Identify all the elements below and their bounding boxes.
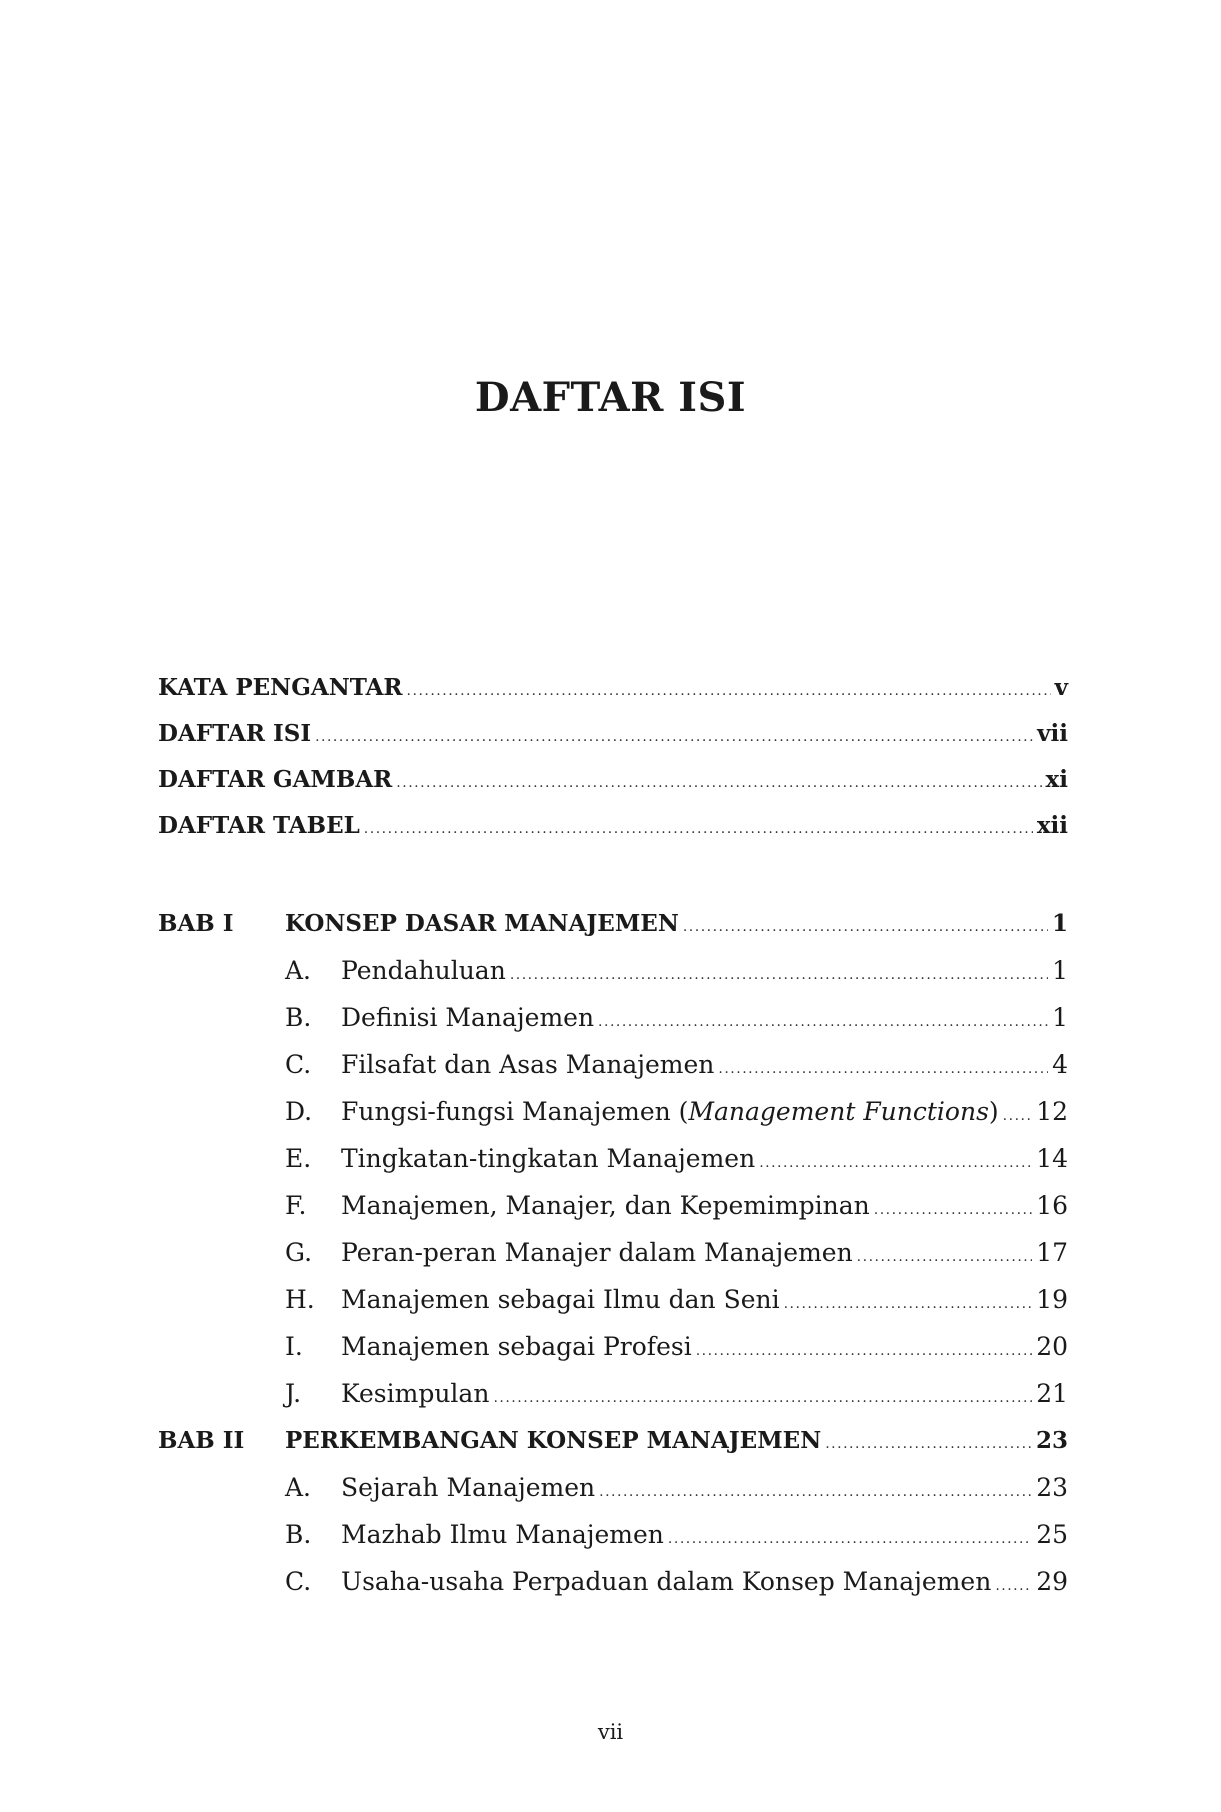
toc-entry-daftar-tabel[interactable] bbox=[158, 806, 1068, 846]
section-title: Mazhab Ilmu Manajemen bbox=[341, 1520, 664, 1549]
toc-chapter-bab-ii[interactable] bbox=[158, 1421, 1068, 1461]
dot-leader bbox=[364, 809, 1033, 849]
toc-section[interactable] bbox=[158, 1045, 1068, 1085]
section-page: 1 bbox=[1052, 1003, 1068, 1032]
section-title: Manajemen sebagai Ilmu dan Seni bbox=[341, 1285, 780, 1314]
chapter-label: BAB II bbox=[158, 1427, 245, 1454]
dot-leader bbox=[874, 1190, 1032, 1230]
dot-leader bbox=[493, 1378, 1032, 1418]
toc-entry-kata-pengantar[interactable] bbox=[158, 668, 1068, 708]
section-letter: D. bbox=[285, 1097, 313, 1126]
toc-entry-daftar-gambar[interactable] bbox=[158, 760, 1068, 800]
section-letter: E. bbox=[285, 1144, 312, 1173]
toc-entry-title: DAFTAR ISI bbox=[158, 720, 312, 747]
section-title: Kesimpulan bbox=[341, 1379, 490, 1408]
section-page: 1 bbox=[1052, 956, 1068, 985]
section-title: Definisi Manajemen bbox=[341, 1003, 595, 1032]
section-title: Usaha-usaha Perpaduan dalam Konsep Manajemen bbox=[341, 1567, 992, 1596]
section-letter: C. bbox=[285, 1567, 312, 1596]
section-title: Peran-peran Manajer dalam Manajemen bbox=[341, 1238, 853, 1267]
dot-leader bbox=[683, 907, 1048, 947]
toc-section[interactable] bbox=[158, 951, 1068, 991]
section-page: 16 bbox=[1036, 1191, 1068, 1220]
section-title: Sejarah Manajemen bbox=[341, 1473, 596, 1502]
dot-leader bbox=[857, 1237, 1033, 1277]
section-letter: F. bbox=[285, 1191, 307, 1220]
section-letter: H. bbox=[285, 1285, 315, 1314]
dot-leader bbox=[599, 1472, 1032, 1512]
section-title: Manajemen, Manajer, dan Kepemimpinan bbox=[341, 1191, 870, 1220]
dot-leader bbox=[995, 1566, 1032, 1606]
toc-section[interactable] bbox=[158, 998, 1068, 1038]
toc-section[interactable] bbox=[158, 1562, 1068, 1602]
chapter-page: 23 bbox=[1035, 1427, 1068, 1454]
section-letter: A. bbox=[285, 956, 312, 985]
section-letter: C. bbox=[285, 1050, 312, 1079]
toc-section[interactable] bbox=[158, 1233, 1068, 1273]
section-page: 17 bbox=[1036, 1238, 1068, 1267]
section-letter: J. bbox=[285, 1379, 302, 1408]
section-title-prefix: Fungsi-fungsi Manajemen ( bbox=[341, 1097, 689, 1126]
toc-section[interactable] bbox=[158, 1280, 1068, 1320]
toc-chapter-bab-i[interactable] bbox=[158, 904, 1068, 944]
section-title: Pendahuluan bbox=[341, 956, 506, 985]
section-page: 25 bbox=[1036, 1520, 1068, 1549]
toc-entry-title: KATA PENGANTAR bbox=[158, 674, 403, 701]
chapter-title: KONSEP DASAR MANAJEMEN bbox=[285, 910, 679, 937]
section-title: Tingkatan-tingkatan Manajemen bbox=[341, 1144, 756, 1173]
dot-leader bbox=[784, 1284, 1033, 1324]
section-letter: G. bbox=[285, 1238, 313, 1267]
chapter-title: PERKEMBANGAN KONSEP MANAJEMEN bbox=[285, 1427, 822, 1454]
section-title: Filsafat dan Asas Manajemen bbox=[341, 1050, 715, 1079]
toc-section[interactable] bbox=[158, 1139, 1068, 1179]
section-page: 23 bbox=[1036, 1473, 1068, 1502]
toc-entry-daftar-isi[interactable] bbox=[158, 714, 1068, 754]
toc-section[interactable] bbox=[158, 1327, 1068, 1367]
section-title bbox=[341, 1092, 999, 1132]
section-page: 19 bbox=[1036, 1285, 1068, 1314]
chapter-label: BAB I bbox=[158, 910, 234, 937]
dot-leader bbox=[510, 955, 1048, 995]
toc-section[interactable] bbox=[158, 1515, 1068, 1555]
page-title: DAFTAR ISI bbox=[474, 374, 747, 421]
toc-entry-page: xii bbox=[1036, 812, 1068, 839]
dot-leader bbox=[759, 1143, 1032, 1183]
section-page: 12 bbox=[1036, 1097, 1068, 1126]
section-page: 21 bbox=[1036, 1379, 1068, 1408]
dot-leader bbox=[825, 1424, 1032, 1464]
toc-section[interactable] bbox=[158, 1186, 1068, 1226]
toc-section[interactable] bbox=[158, 1374, 1068, 1414]
dot-leader bbox=[668, 1519, 1032, 1559]
section-page: 4 bbox=[1052, 1050, 1068, 1079]
toc-entry-title: DAFTAR GAMBAR bbox=[158, 766, 393, 793]
section-letter: B. bbox=[285, 1520, 312, 1549]
section-letter: A. bbox=[285, 1473, 312, 1502]
chapter-page: 1 bbox=[1051, 910, 1068, 937]
toc-entry-page: v bbox=[1054, 674, 1068, 701]
section-page: 29 bbox=[1036, 1567, 1068, 1596]
dot-leader bbox=[407, 671, 1051, 711]
section-letter: I. bbox=[285, 1332, 303, 1361]
dot-leader bbox=[396, 763, 1041, 803]
page-number: vii bbox=[597, 1720, 624, 1744]
dot-leader bbox=[598, 1002, 1048, 1042]
section-page: 20 bbox=[1036, 1332, 1068, 1361]
toc-entry-page: xi bbox=[1045, 766, 1068, 793]
section-title-italic: Management Functions bbox=[688, 1097, 989, 1126]
toc-entry-page: vii bbox=[1037, 720, 1068, 747]
section-letter: B. bbox=[285, 1003, 312, 1032]
dot-leader bbox=[718, 1049, 1048, 1089]
toc-section[interactable] bbox=[158, 1092, 1068, 1132]
section-title: Manajemen sebagai Profesi bbox=[341, 1332, 692, 1361]
toc-entry-title: DAFTAR TABEL bbox=[158, 812, 360, 839]
section-page: 14 bbox=[1036, 1144, 1068, 1173]
toc-section[interactable] bbox=[158, 1468, 1068, 1508]
dot-leader bbox=[696, 1331, 1033, 1371]
dot-leader bbox=[1003, 1096, 1033, 1136]
section-title-suffix: ) bbox=[988, 1097, 999, 1126]
dot-leader bbox=[315, 717, 1033, 757]
